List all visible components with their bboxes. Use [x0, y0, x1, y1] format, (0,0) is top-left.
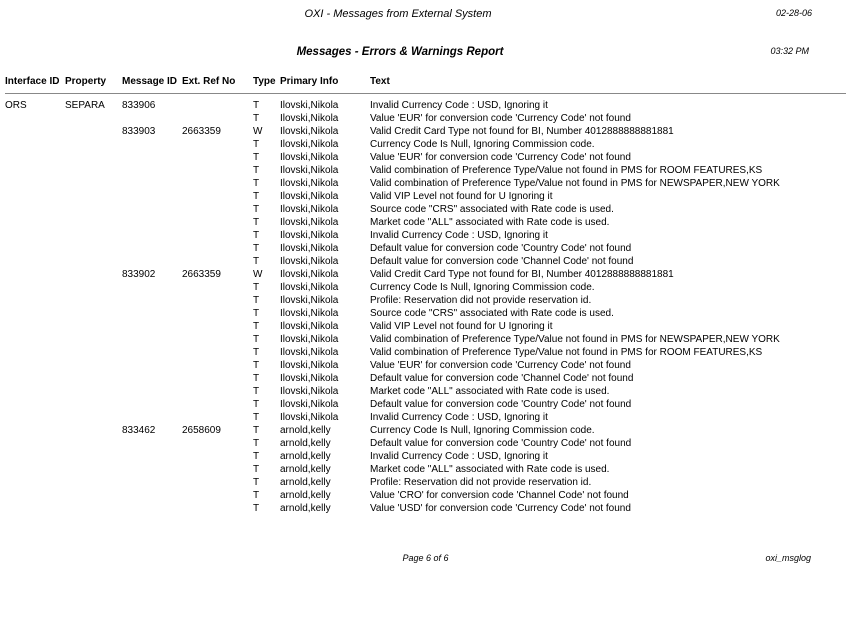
cell-message-id — [122, 450, 182, 463]
table-row — [5, 151, 846, 164]
cell-ext-ref-no — [182, 476, 253, 489]
cell-text: Valid VIP Level not found for U Ignoring it — [370, 321, 553, 332]
cell-text: Value 'EUR' for conversion code 'Currency Code' not found — [370, 152, 631, 163]
cell-property — [65, 333, 122, 346]
cell-type: T — [253, 204, 260, 215]
cell-property — [65, 476, 122, 489]
cell-ext-ref-no — [182, 398, 253, 411]
cell-primary-info: Ilovski,Nikola — [280, 412, 339, 423]
cell-type: T — [253, 113, 260, 124]
cell-message-id — [122, 385, 182, 398]
cell-text: Value 'CRO' for conversion code 'Channel Code' not found — [370, 490, 629, 501]
cell-message-id — [122, 320, 182, 333]
cell-type: T — [253, 477, 260, 488]
cell-primary-info: Ilovski,Nikola — [280, 230, 339, 241]
cell-message-id: 833903 — [122, 126, 156, 137]
cell-property — [65, 125, 122, 138]
cell-ext-ref-no — [182, 307, 253, 320]
cell-ext-ref-no — [182, 489, 253, 502]
cell-ext-ref-no — [182, 190, 253, 203]
cell-type: T — [253, 230, 260, 241]
cell-ext-ref-no — [182, 255, 253, 268]
cell-type: T — [253, 360, 260, 371]
cell-primary-info: arnold,kelly — [280, 451, 331, 462]
cell-primary-info: Ilovski,Nikola — [280, 100, 339, 111]
table-row — [5, 307, 846, 320]
cell-type: T — [253, 152, 260, 163]
cell-ext-ref-no — [182, 411, 253, 424]
cell-interface-id — [5, 281, 65, 294]
cell-type: T — [253, 373, 260, 384]
cell-ext-ref-no — [182, 94, 253, 113]
cell-ext-ref-no — [182, 450, 253, 463]
cell-interface-id — [5, 268, 65, 281]
cell-primary-info: Ilovski,Nikola — [280, 373, 339, 384]
cell-property — [65, 398, 122, 411]
table-row — [5, 385, 846, 398]
cell-text: Invalid Currency Code : USD, Ignoring it — [370, 100, 548, 111]
table-row — [5, 281, 846, 294]
cell-primary-info: arnold,kelly — [280, 425, 331, 436]
cell-text: Default value for conversion code 'Country Code' not found — [370, 243, 632, 254]
table-row — [5, 255, 846, 268]
table-row — [5, 190, 846, 203]
cell-property — [65, 203, 122, 216]
cell-message-id — [122, 281, 182, 294]
cell-ext-ref-no: 2658609 — [182, 425, 221, 436]
column-header-property: Property — [65, 74, 122, 94]
cell-text: Valid combination of Preference Type/Value not found in PMS for NEWSPAPER,NEW YORK — [370, 178, 780, 189]
cell-ext-ref-no — [182, 294, 253, 307]
table-row — [5, 411, 846, 424]
cell-message-id — [122, 463, 182, 476]
cell-message-id — [122, 294, 182, 307]
cell-primary-info: Ilovski,Nikola — [280, 165, 339, 176]
messages-table — [5, 74, 846, 515]
cell-text: Source code "CRS" associated with Rate code is used. — [370, 204, 614, 215]
cell-ext-ref-no — [182, 112, 253, 125]
cell-type: T — [253, 464, 260, 475]
cell-message-id — [122, 138, 182, 151]
table-header-row — [5, 74, 846, 94]
cell-property — [65, 463, 122, 476]
cell-interface-id — [5, 424, 65, 437]
cell-property — [65, 385, 122, 398]
table-row — [5, 502, 846, 515]
cell-primary-info: Ilovski,Nikola — [280, 178, 339, 189]
cell-property — [65, 268, 122, 281]
cell-interface-id — [5, 216, 65, 229]
cell-primary-info: arnold,kelly — [280, 490, 331, 501]
cell-type: T — [253, 217, 260, 228]
cell-type: W — [253, 269, 263, 280]
table-row — [5, 203, 846, 216]
table-row — [5, 398, 846, 411]
cell-type: T — [253, 178, 260, 189]
cell-interface-id — [5, 190, 65, 203]
cell-primary-info: arnold,kelly — [280, 438, 331, 449]
cell-property — [65, 346, 122, 359]
cell-message-id — [122, 476, 182, 489]
cell-property — [65, 242, 122, 255]
cell-property — [65, 437, 122, 450]
cell-type: T — [253, 191, 260, 202]
cell-interface-id — [5, 320, 65, 333]
column-header-type: Type — [253, 74, 280, 94]
cell-text: Default value for conversion code 'Country Code' not found — [370, 399, 632, 410]
cell-primary-info: Ilovski,Nikola — [280, 347, 339, 358]
table-row — [5, 346, 846, 359]
table-body — [5, 94, 846, 516]
cell-interface-id — [5, 411, 65, 424]
cell-ext-ref-no — [182, 281, 253, 294]
cell-type: T — [253, 308, 260, 319]
cell-message-id — [122, 502, 182, 515]
cell-message-id — [122, 203, 182, 216]
cell-property: SEPARA — [65, 100, 105, 111]
cell-property — [65, 372, 122, 385]
cell-message-id — [122, 333, 182, 346]
cell-text: Valid combination of Preference Type/Value not found in PMS for ROOM FEATURES,KS — [370, 165, 763, 176]
cell-property — [65, 229, 122, 242]
cell-text: Invalid Currency Code : USD, Ignoring it — [370, 412, 548, 423]
cell-interface-id — [5, 164, 65, 177]
table-row — [5, 476, 846, 489]
cell-interface-id — [5, 476, 65, 489]
cell-interface-id — [5, 346, 65, 359]
cell-property — [65, 294, 122, 307]
cell-ext-ref-no — [182, 320, 253, 333]
cell-ext-ref-no — [182, 385, 253, 398]
cell-property — [65, 424, 122, 437]
cell-ext-ref-no — [182, 203, 253, 216]
cell-interface-id — [5, 242, 65, 255]
cell-message-id — [122, 229, 182, 242]
cell-ext-ref-no — [182, 359, 253, 372]
table-row — [5, 424, 846, 437]
cell-primary-info: Ilovski,Nikola — [280, 204, 339, 215]
cell-primary-info: Ilovski,Nikola — [280, 126, 339, 137]
table-row — [5, 359, 846, 372]
cell-message-id — [122, 190, 182, 203]
table-row — [5, 372, 846, 385]
cell-type: T — [253, 334, 260, 345]
cell-ext-ref-no — [182, 346, 253, 359]
cell-message-id — [122, 177, 182, 190]
cell-interface-id — [5, 463, 65, 476]
cell-text: Profile: Reservation did not provide reservation id. — [370, 295, 592, 306]
cell-type: T — [253, 100, 260, 111]
cell-primary-info: Ilovski,Nikola — [280, 295, 339, 306]
cell-type: T — [253, 412, 260, 423]
cell-message-id — [122, 437, 182, 450]
column-header-text: Text — [370, 74, 846, 94]
cell-text: Value 'USD' for conversion code 'Currency Code' not found — [370, 503, 631, 514]
cell-property — [65, 112, 122, 125]
cell-property — [65, 450, 122, 463]
report-title: Messages - Errors & Warnings Report — [296, 46, 504, 58]
cell-primary-info: Ilovski,Nikola — [280, 386, 339, 397]
column-header-ext-ref-no: Ext. Ref No — [182, 74, 253, 94]
cell-ext-ref-no — [182, 216, 253, 229]
cell-interface-id — [5, 177, 65, 190]
cell-ext-ref-no: 2663359 — [182, 126, 221, 137]
cell-interface-id — [5, 450, 65, 463]
cell-message-id: 833906 — [122, 100, 156, 111]
cell-property — [65, 138, 122, 151]
cell-ext-ref-no — [182, 242, 253, 255]
cell-type: T — [253, 321, 260, 332]
cell-text: Profile: Reservation did not provide reservation id. — [370, 477, 592, 488]
cell-message-id — [122, 411, 182, 424]
cell-ext-ref-no — [182, 138, 253, 151]
cell-property — [65, 255, 122, 268]
table-row — [5, 437, 846, 450]
cell-primary-info: arnold,kelly — [280, 477, 331, 488]
cell-message-id — [122, 164, 182, 177]
page-indicator: Page 6 of 6 — [402, 553, 449, 563]
cell-primary-info: Ilovski,Nikola — [280, 334, 339, 345]
cell-ext-ref-no — [182, 333, 253, 346]
cell-ext-ref-no — [182, 502, 253, 515]
cell-ext-ref-no — [182, 164, 253, 177]
cell-type: T — [253, 256, 260, 267]
cell-interface-id — [5, 229, 65, 242]
cell-text: Default value for conversion code 'Channel Code' not found — [370, 373, 634, 384]
cell-text: Market code "ALL" associated with Rate code is used. — [370, 464, 610, 475]
cell-text: Currency Code Is Null, Ignoring Commission code. — [370, 282, 595, 293]
table-row — [5, 229, 846, 242]
cell-type: T — [253, 295, 260, 306]
cell-message-id — [122, 372, 182, 385]
cell-type: T — [253, 347, 260, 358]
cell-property — [65, 320, 122, 333]
cell-primary-info: Ilovski,Nikola — [280, 321, 339, 332]
cell-interface-id — [5, 333, 65, 346]
cell-type: T — [253, 438, 260, 449]
cell-type: T — [253, 386, 260, 397]
cell-message-id: 833902 — [122, 269, 156, 280]
table-row — [5, 125, 846, 138]
cell-property — [65, 151, 122, 164]
cell-type: T — [253, 451, 260, 462]
cell-property — [65, 281, 122, 294]
cell-text: Currency Code Is Null, Ignoring Commission code. — [370, 139, 595, 150]
cell-interface-id — [5, 385, 65, 398]
cell-text: Market code "ALL" associated with Rate code is used. — [370, 386, 610, 397]
cell-text: Value 'EUR' for conversion code 'Currency Code' not found — [370, 113, 631, 124]
cell-interface-id — [5, 294, 65, 307]
cell-interface-id — [5, 151, 65, 164]
cell-primary-info: Ilovski,Nikola — [280, 269, 339, 280]
cell-message-id — [122, 112, 182, 125]
cell-primary-info: Ilovski,Nikola — [280, 217, 339, 228]
cell-property — [65, 164, 122, 177]
cell-primary-info: Ilovski,Nikola — [280, 243, 339, 254]
cell-interface-id — [5, 437, 65, 450]
cell-type: T — [253, 399, 260, 410]
cell-property — [65, 216, 122, 229]
cell-property — [65, 411, 122, 424]
cell-ext-ref-no — [182, 151, 253, 164]
table-row — [5, 320, 846, 333]
cell-type: T — [253, 243, 260, 254]
cell-text: Invalid Currency Code : USD, Ignoring it — [370, 230, 548, 241]
table-row — [5, 94, 846, 113]
cell-message-id: 833462 — [122, 425, 156, 436]
cell-ext-ref-no — [182, 229, 253, 242]
cell-ext-ref-no: 2663359 — [182, 269, 221, 280]
cell-text: Source code "CRS" associated with Rate code is used. — [370, 308, 614, 319]
column-header-message-id: Message ID — [122, 74, 182, 94]
cell-primary-info: Ilovski,Nikola — [280, 360, 339, 371]
cell-interface-id — [5, 307, 65, 320]
cell-message-id — [122, 242, 182, 255]
cell-property — [65, 489, 122, 502]
column-header-primary-info: Primary Info — [280, 74, 370, 94]
table-row — [5, 463, 846, 476]
cell-primary-info: Ilovski,Nikola — [280, 256, 339, 267]
cell-interface-id — [5, 502, 65, 515]
cell-ext-ref-no — [182, 437, 253, 450]
cell-text: Currency Code Is Null, Ignoring Commission code. — [370, 425, 595, 436]
cell-primary-info: Ilovski,Nikola — [280, 399, 339, 410]
cell-primary-info: Ilovski,Nikola — [280, 282, 339, 293]
cell-type: T — [253, 503, 260, 514]
cell-type: T — [253, 425, 260, 436]
cell-message-id — [122, 307, 182, 320]
cell-text: Market code "ALL" associated with Rate code is used. — [370, 217, 610, 228]
cell-interface-id — [5, 398, 65, 411]
cell-primary-info: Ilovski,Nikola — [280, 113, 339, 124]
cell-text: Default value for conversion code 'Channel Code' not found — [370, 256, 634, 267]
table-row — [5, 216, 846, 229]
cell-property — [65, 177, 122, 190]
report-code: oxi_msglog — [765, 553, 811, 563]
cell-message-id — [122, 216, 182, 229]
system-title: OXI - Messages from External System — [304, 8, 492, 20]
cell-text: Value 'EUR' for conversion code 'Currency Code' not found — [370, 360, 631, 371]
cell-text: Valid combination of Preference Type/Value not found in PMS for ROOM FEATURES,KS — [370, 347, 763, 358]
cell-text: Valid Credit Card Type not found for BI, Number 4012888888881881 — [370, 269, 674, 280]
cell-property — [65, 307, 122, 320]
cell-interface-id — [5, 203, 65, 216]
cell-interface-id: ORS — [5, 100, 27, 111]
cell-interface-id — [5, 359, 65, 372]
cell-primary-info: Ilovski,Nikola — [280, 139, 339, 150]
table-row — [5, 450, 846, 463]
table-row — [5, 294, 846, 307]
cell-ext-ref-no — [182, 463, 253, 476]
table-row — [5, 268, 846, 281]
cell-primary-info: Ilovski,Nikola — [280, 152, 339, 163]
table-row — [5, 489, 846, 502]
cell-message-id — [122, 489, 182, 502]
cell-type: T — [253, 139, 260, 150]
cell-interface-id — [5, 489, 65, 502]
cell-text: Valid Credit Card Type not found for BI, Number 4012888888881881 — [370, 126, 674, 137]
table-row — [5, 112, 846, 125]
cell-message-id — [122, 151, 182, 164]
cell-property — [65, 359, 122, 372]
table-row — [5, 164, 846, 177]
table-row — [5, 177, 846, 190]
table-row — [5, 333, 846, 346]
cell-ext-ref-no — [182, 372, 253, 385]
cell-interface-id — [5, 372, 65, 385]
cell-primary-info: Ilovski,Nikola — [280, 191, 339, 202]
cell-message-id — [122, 255, 182, 268]
cell-property — [65, 190, 122, 203]
cell-primary-info: arnold,kelly — [280, 503, 331, 514]
report-date: 02-28-06 — [775, 8, 812, 18]
cell-ext-ref-no — [182, 177, 253, 190]
cell-interface-id — [5, 255, 65, 268]
cell-primary-info: Ilovski,Nikola — [280, 308, 339, 319]
cell-text: Valid VIP Level not found for U Ignoring it — [370, 191, 553, 202]
table-row — [5, 138, 846, 151]
cell-property — [65, 502, 122, 515]
table-row — [5, 242, 846, 255]
report-time: 03:32 PM — [770, 46, 809, 56]
cell-text: Valid combination of Preference Type/Value not found in PMS for NEWSPAPER,NEW YORK — [370, 334, 780, 345]
cell-interface-id — [5, 112, 65, 125]
cell-interface-id — [5, 125, 65, 138]
cell-message-id — [122, 359, 182, 372]
cell-type: T — [253, 165, 260, 176]
cell-text: Invalid Currency Code : USD, Ignoring it — [370, 451, 548, 462]
cell-type: T — [253, 490, 260, 501]
cell-interface-id — [5, 138, 65, 151]
cell-type: T — [253, 282, 260, 293]
cell-message-id — [122, 346, 182, 359]
cell-type: W — [253, 126, 263, 137]
column-header-interface-id: Interface ID — [5, 74, 65, 94]
cell-text: Default value for conversion code 'Country Code' not found — [370, 438, 632, 449]
cell-primary-info: arnold,kelly — [280, 464, 331, 475]
cell-message-id — [122, 398, 182, 411]
